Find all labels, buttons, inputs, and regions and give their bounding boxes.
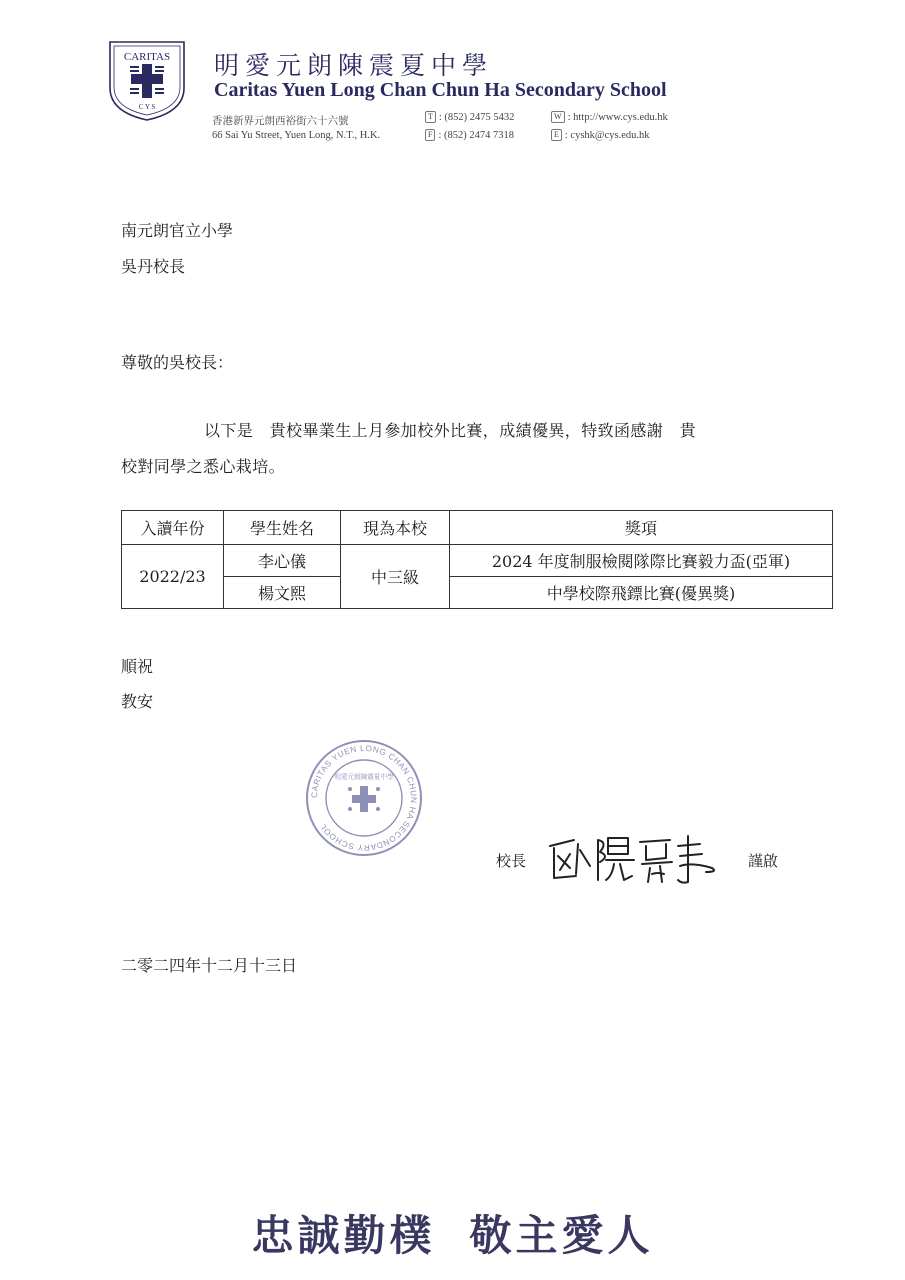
motto-part-1: 忠誠勤樸 <box>251 1211 436 1260</box>
sign-off: 謹啟 <box>748 852 779 870</box>
award-table <box>121 510 833 609</box>
header-enrol-year: 入讀年份 <box>122 511 224 545</box>
caritas-cross-icon <box>130 64 164 98</box>
principal-label: 校長 <box>496 852 527 870</box>
cell-student: 李心儀 <box>224 545 341 577</box>
phone-icon: T <box>425 111 436 123</box>
fax <box>425 129 514 141</box>
header-current-level: 現為本校 <box>341 511 450 545</box>
letter-date: 二零二四年十二月十三日 <box>121 956 298 975</box>
telephone <box>425 111 514 123</box>
motto-part-2: 敬主愛人 <box>469 1211 654 1260</box>
table-header-row <box>122 511 833 545</box>
seal-cross-icon <box>348 786 380 812</box>
cell-award: 中學校際飛鏢比賽(優異獎) <box>450 577 833 609</box>
email <box>551 129 650 141</box>
logo-caritas-text: CARITAS <box>123 51 171 63</box>
salutation: 尊敬的吳校長： <box>121 353 234 372</box>
header-student-name: 學生姓名 <box>224 511 341 545</box>
table-row <box>122 545 833 577</box>
address-english: 66 Sai Yu Street, Yuen Long, N.T., H.K. <box>212 130 381 141</box>
seal-inner-text: 明愛元朗陳震夏中學 <box>334 773 394 781</box>
school-seal <box>305 739 423 857</box>
cell-student: 楊文熙 <box>224 577 341 609</box>
telephone-number: : (852) 2475 5432 <box>438 112 515 123</box>
closing-line-1: 順祝 <box>121 657 154 676</box>
website-url: : http://www.cys.edu.hk <box>567 112 668 123</box>
recipient-name: 吳丹校長 <box>121 257 186 276</box>
paragraph-line-1: 以下是 貴校畢業生上月參加校外比賽，成績優異，特致函感謝 貴 <box>204 421 697 440</box>
fax-icon: F <box>425 129 435 141</box>
school-name-chinese: 明愛元朗陳震夏中學 <box>214 51 494 80</box>
school-logo <box>104 38 190 124</box>
school-name-english: Caritas Yuen Long Chan Chun Ha Secondary School <box>214 79 667 101</box>
cell-current-level: 中三級 <box>341 545 450 609</box>
closing-line-2: 教安 <box>121 692 154 711</box>
web-icon: W <box>551 111 565 123</box>
table-row <box>122 577 833 609</box>
recipient-school: 南元朗官立小學 <box>121 221 234 240</box>
website <box>551 111 668 123</box>
paragraph-line-2: 校對同學之悉心栽培。 <box>121 457 286 476</box>
address-chinese: 香港新界元朗西裕街六十六號 <box>212 116 349 127</box>
seal-outer-text: CARITAS YUEN LONG CHAN CHUN HA SECONDARY SCHOOL <box>309 743 419 853</box>
cell-year: 2022/23 <box>122 545 224 609</box>
cell-award: 2024 年度制服檢閱隊際比賽毅力盃(亞軍) <box>450 545 833 577</box>
school-motto <box>0 1203 905 1263</box>
principal-signature <box>542 826 722 890</box>
fax-number: : (852) 2474 7318 <box>438 130 514 141</box>
email-address: : cyshk@cys.edu.hk <box>564 130 650 141</box>
email-icon: E <box>551 129 562 141</box>
logo-initials: C Y S <box>138 103 156 111</box>
header-award: 獎項 <box>450 511 833 545</box>
